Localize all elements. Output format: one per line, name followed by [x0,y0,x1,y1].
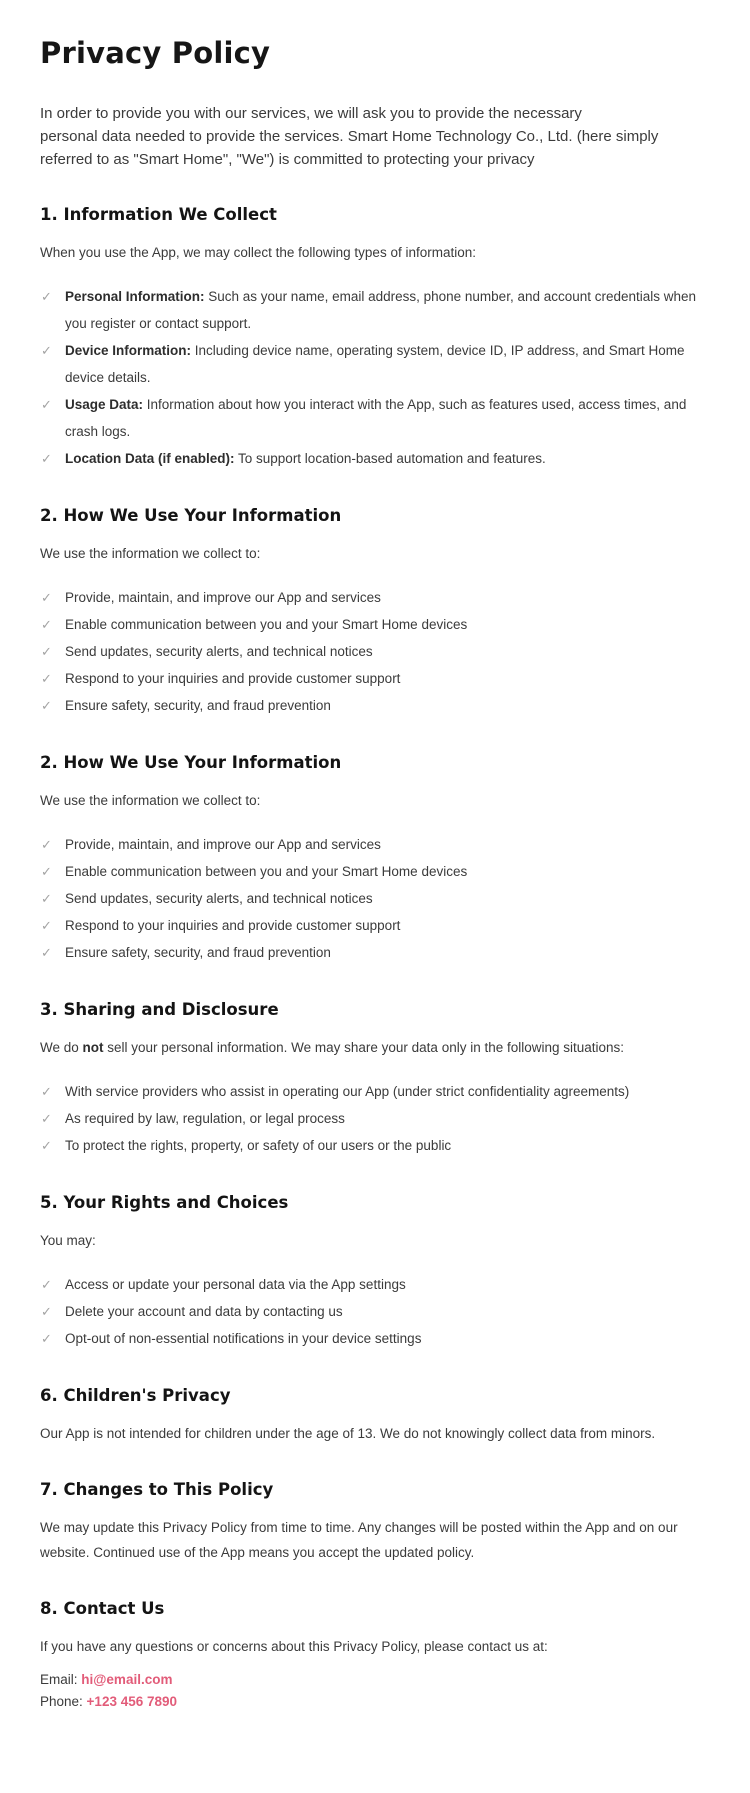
list-item [41,283,705,337]
section-list [40,831,705,966]
list-item [41,445,705,472]
list-item-text: Provide, maintain, and improve our App and services [65,837,381,852]
section-heading: 1. Information We Collect [40,205,277,224]
policy-section [40,1000,705,1159]
list-item-text: Enable communication between you and your Smart Home devices [65,617,468,632]
list-item-text: Send updates, security alerts, and technical notices [65,644,373,659]
section-heading: 2. How We Use Your Information [40,753,342,772]
checkmark-icon: ✓ [41,1331,52,1346]
section-list [40,1271,705,1352]
email-link[interactable]: hi@email.com [81,1672,173,1687]
policy-sections [40,205,705,1712]
list-item [41,1105,705,1132]
checkmark-icon: ✓ [41,1304,52,1319]
list-item [41,638,705,665]
policy-section [40,1599,705,1712]
phone-link[interactable]: +123 456 7890 [86,1694,178,1709]
policy-section [40,1193,705,1352]
list-item [41,912,705,939]
list-item [41,692,705,719]
list-item-text: Delete your account and data by contacting us [65,1304,343,1319]
list-item [41,611,705,638]
list-item [41,831,705,858]
list-item [41,1325,705,1352]
list-item [41,885,705,912]
policy-section [40,753,705,966]
contact-label: Email: [40,1672,82,1687]
list-item-text: Enable communication between you and your Smart Home devices [65,864,468,879]
list-item [41,1298,705,1325]
checkmark-icon: ✓ [41,289,52,304]
list-item [41,939,705,966]
section-heading: 2. How We Use Your Information [40,506,342,525]
checkmark-icon: ✓ [41,864,52,879]
list-item [41,1271,705,1298]
list-item-label: Personal Information: [65,289,205,304]
section-paragraph: If you have any questions or concerns about this Privacy Policy, please contact us at: [40,1639,548,1654]
checkmark-icon: ✓ [41,451,52,466]
checkmark-icon: ✓ [41,343,52,358]
section-list [40,1078,705,1159]
section-heading: 3. Sharing and Disclosure [40,1000,279,1019]
policy-section [40,1480,705,1565]
checkmark-icon: ✓ [41,891,52,906]
list-item-text: With service providers who assist in operating our App (under strict confidentiality agreements) [65,1084,630,1099]
policy-section [40,1386,705,1446]
list-item [41,858,705,885]
section-paragraph: Our App is not intended for children under the age of 13. We do not knowingly collect data from minors. [40,1426,656,1441]
checkmark-icon: ✓ [41,945,52,960]
contact-line [40,1669,705,1690]
list-item-text: Personal Information: Such as your name, email address, phone number, and account credentials when you register or contact support. [65,289,697,331]
intro-line-1: In order to provide you with our services, we will ask you to provide the necessary [40,105,582,122]
list-item [41,391,705,445]
list-item-text: To protect the rights, property, or safety of our users or the public [65,1138,452,1153]
checkmark-icon: ✓ [41,644,52,659]
checkmark-icon: ✓ [41,617,52,632]
contact-label: Phone: [40,1694,87,1709]
section-heading: 7. Changes to This Policy [40,1480,274,1499]
checkmark-icon: ✓ [41,698,52,713]
lead-bold-text: not [82,1040,104,1055]
contact-line [40,1691,705,1712]
section-lead: When you use the App, we may collect the following types of information: [40,245,476,260]
list-item [41,337,705,391]
policy-section [40,205,705,472]
list-item-label: Device Information: [65,343,192,358]
section-heading: 6. Children's Privacy [40,1386,231,1405]
section-lead: You may: [40,1233,96,1248]
section-heading: 5. Your Rights and Choices [40,1193,289,1212]
list-item-text: Location Data (if enabled): To support location-based automation and features. [65,451,546,466]
list-item [41,1132,705,1159]
checkmark-icon: ✓ [41,1111,52,1126]
intro-line-2: personal data needed to provide the services. Smart Home Technology Co., Ltd. (here simply referred to as "Smart Home", "We") is committed to protecting your privacy [40,128,659,168]
section-paragraph: We may update this Privacy Policy from time to time. Any changes will be posted within the App and on our website. Continued use of the App means you accept the updated policy. [40,1520,678,1560]
section-lead: We use the information we collect to: [40,546,261,561]
page-title: Privacy Policy [40,36,271,70]
list-item-label: Usage Data: [65,397,144,412]
checkmark-icon: ✓ [41,671,52,686]
checkmark-icon: ✓ [41,918,52,933]
list-item-text: Opt-out of non-essential notifications in your device settings [65,1331,422,1346]
list-item-text: Ensure safety, security, and fraud prevention [65,698,331,713]
list-item-text: Respond to your inquiries and provide customer support [65,671,401,686]
policy-section [40,506,705,719]
checkmark-icon: ✓ [41,590,52,605]
intro-paragraph [40,102,705,171]
section-heading: 8. Contact Us [40,1599,165,1618]
list-item-text: Access or update your personal data via the App settings [65,1277,406,1292]
checkmark-icon: ✓ [41,1138,52,1153]
section-lead: We do not sell your personal information. We may share your data only in the following situations: [40,1040,625,1055]
checkmark-icon: ✓ [41,837,52,852]
list-item-text: As required by law, regulation, or legal process [65,1111,345,1126]
checkmark-icon: ✓ [41,1084,52,1099]
list-item-text: Provide, maintain, and improve our App and services [65,590,381,605]
list-item [41,584,705,611]
list-item-text: Usage Data: Information about how you interact with the App, such as features used, access times, and crash logs. [65,397,687,439]
list-item [41,1078,705,1105]
list-item-text: Ensure safety, security, and fraud prevention [65,945,331,960]
list-item-text: Device Information: Including device name, operating system, device ID, IP address, and Smart Home device details. [65,343,685,385]
list-item-label: Location Data (if enabled): [65,451,235,466]
section-list [40,283,705,472]
list-item-text: Send updates, security alerts, and technical notices [65,891,373,906]
list-item [41,665,705,692]
checkmark-icon: ✓ [41,397,52,412]
section-lead: We use the information we collect to: [40,793,261,808]
checkmark-icon: ✓ [41,1277,52,1292]
section-list [40,584,705,719]
list-item-text: Respond to your inquiries and provide customer support [65,918,401,933]
